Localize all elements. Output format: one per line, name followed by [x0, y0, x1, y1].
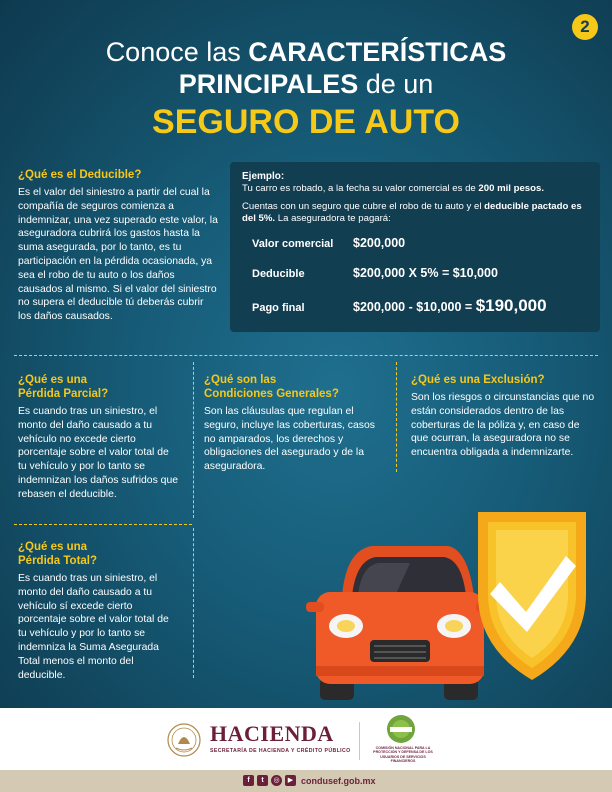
section-heading [18, 373, 178, 401]
page-number-badge: 2 [572, 14, 598, 40]
section-text: Es cuando tras un siniestro, el monto del daño causado a tu vehículo sí excede cierto porcentaje sobre el valor total de tu vehículo y por lo tanto se indemniza la Suma Asegurada Total menos el monto del deducible. [18, 573, 169, 681]
heading-line: Condiciones Generales? [204, 388, 339, 400]
instagram-icon[interactable]: ◎ [271, 775, 282, 786]
heading-line: ¿Qué es una [18, 374, 88, 386]
section-heading: ¿Qué es una Exclusión? [411, 374, 545, 386]
text-run: Tu carro es robado, a la fecha su valor comercial es de [242, 183, 479, 194]
title-part: CARACTERÍSTICAS [248, 37, 507, 67]
final-amount: $190,000 [475, 296, 547, 315]
youtube-icon[interactable]: ▶ [285, 775, 296, 786]
example-title: Ejemplo: [242, 171, 285, 182]
bottom-bar [0, 770, 612, 792]
title-part: Conoce las [105, 37, 249, 67]
section-perdida-parcial [18, 373, 178, 502]
example-text-2 [242, 201, 588, 226]
row-value [353, 296, 547, 316]
divider [193, 362, 194, 518]
twitter-icon[interactable]: t [257, 775, 268, 786]
section-condiciones-generales [204, 373, 384, 474]
text-run: La aseguradora te pagará: [275, 213, 391, 224]
text-run: 200 mil pesos. [478, 183, 544, 194]
section-text: Son los riesgos o circunstancias que no están considerados dentro de las coberturas de la póliza y, en caso de que ocurran, la aseguradora no se encuentra obligada a indemnizarte. [411, 392, 595, 459]
heading-line: Pérdida Parcial? [18, 388, 109, 400]
text-run: $200,000 - $10,000 = [353, 300, 476, 314]
page-title [0, 36, 612, 142]
coat-of-arms-icon [166, 722, 202, 758]
section-heading [204, 373, 384, 401]
section-heading: ¿Qué es el Deducible? [18, 169, 142, 181]
divider [193, 528, 194, 678]
row-label: Valor comercial [252, 238, 334, 250]
social-links [243, 775, 296, 786]
logo-separator [359, 722, 360, 760]
facebook-icon[interactable]: f [243, 775, 254, 786]
title-part: PRINCIPALES [178, 69, 359, 99]
divider [14, 524, 192, 525]
car-shield-illustration [298, 508, 598, 708]
text-run: deducible pactado es del 5%. [242, 200, 582, 224]
car-icon [306, 546, 494, 700]
hacienda-subtitle: SECRETARÍA DE HACIENDA Y CRÉDITO PÚBLICO [210, 748, 351, 754]
condusef-subtitle: COMISIÓN NACIONAL PARA LA PROTECCIÓN Y DEFENSA DE LOS USUARIOS DE SERVICIOS FINANCIEROS [373, 746, 433, 764]
title-part: de un [358, 69, 434, 99]
section-text: Es cuando tras un siniestro, el monto del daño causado a tu vehículo no excede cierto porcentaje sobre el valor total de tu vehículo y por lo tanto se indemnizan los daños sufridos que rebasen el deducible. [18, 406, 178, 500]
footer-logos [0, 708, 612, 770]
divider [396, 362, 397, 472]
example-box [230, 162, 600, 332]
heading-line: Pérdida Total? [18, 555, 98, 567]
example-row-final [252, 296, 547, 316]
text-run: Cuentas con un seguro que cubre el robo de tu auto y el [242, 200, 485, 212]
hacienda-logo-text: HACIENDA [210, 721, 334, 746]
section-text: Es el valor del siniestro a partir del cual la compañía de seguros comienza a indemnizar, una vez superado este valor, la aseguradora cubrirá los gastos hasta la suma asegurada, por lo tanto, es tu participación en la pérdida ocasionada, ya sea el robo de tu auto o los daños causados al mismo. Si el valor del siniestro no supera el deducible tú deberás cubrir los daños causados. [18, 187, 218, 323]
row-label: Deducible [252, 268, 305, 280]
row-value: $200,000 [353, 236, 406, 250]
section-exclusion [411, 373, 595, 460]
row-label: Pago final [252, 302, 305, 314]
section-heading [18, 540, 178, 568]
example-row-valor [252, 236, 405, 250]
website-link[interactable]: condusef.gob.mx [301, 776, 376, 786]
heading-line: ¿Qué son las [204, 374, 277, 386]
example-text-1 [242, 183, 588, 196]
shield-check-icon [478, 512, 586, 680]
section-deducible [18, 168, 218, 324]
condusef-logo-icon [386, 714, 416, 744]
section-text: Son las cláusulas que regulan el seguro, incluye las coberturas, casos no amparados, los derechos y obligaciones del asegurado y de la aseguradora. [204, 406, 375, 473]
section-perdida-total [18, 540, 178, 682]
divider [14, 355, 598, 356]
heading-line: ¿Qué es una [18, 541, 88, 553]
example-row-deducible [252, 266, 498, 280]
row-value: $200,000 X 5% = $10,000 [353, 266, 498, 280]
title-highlight: SEGURO DE AUTO [152, 103, 460, 141]
